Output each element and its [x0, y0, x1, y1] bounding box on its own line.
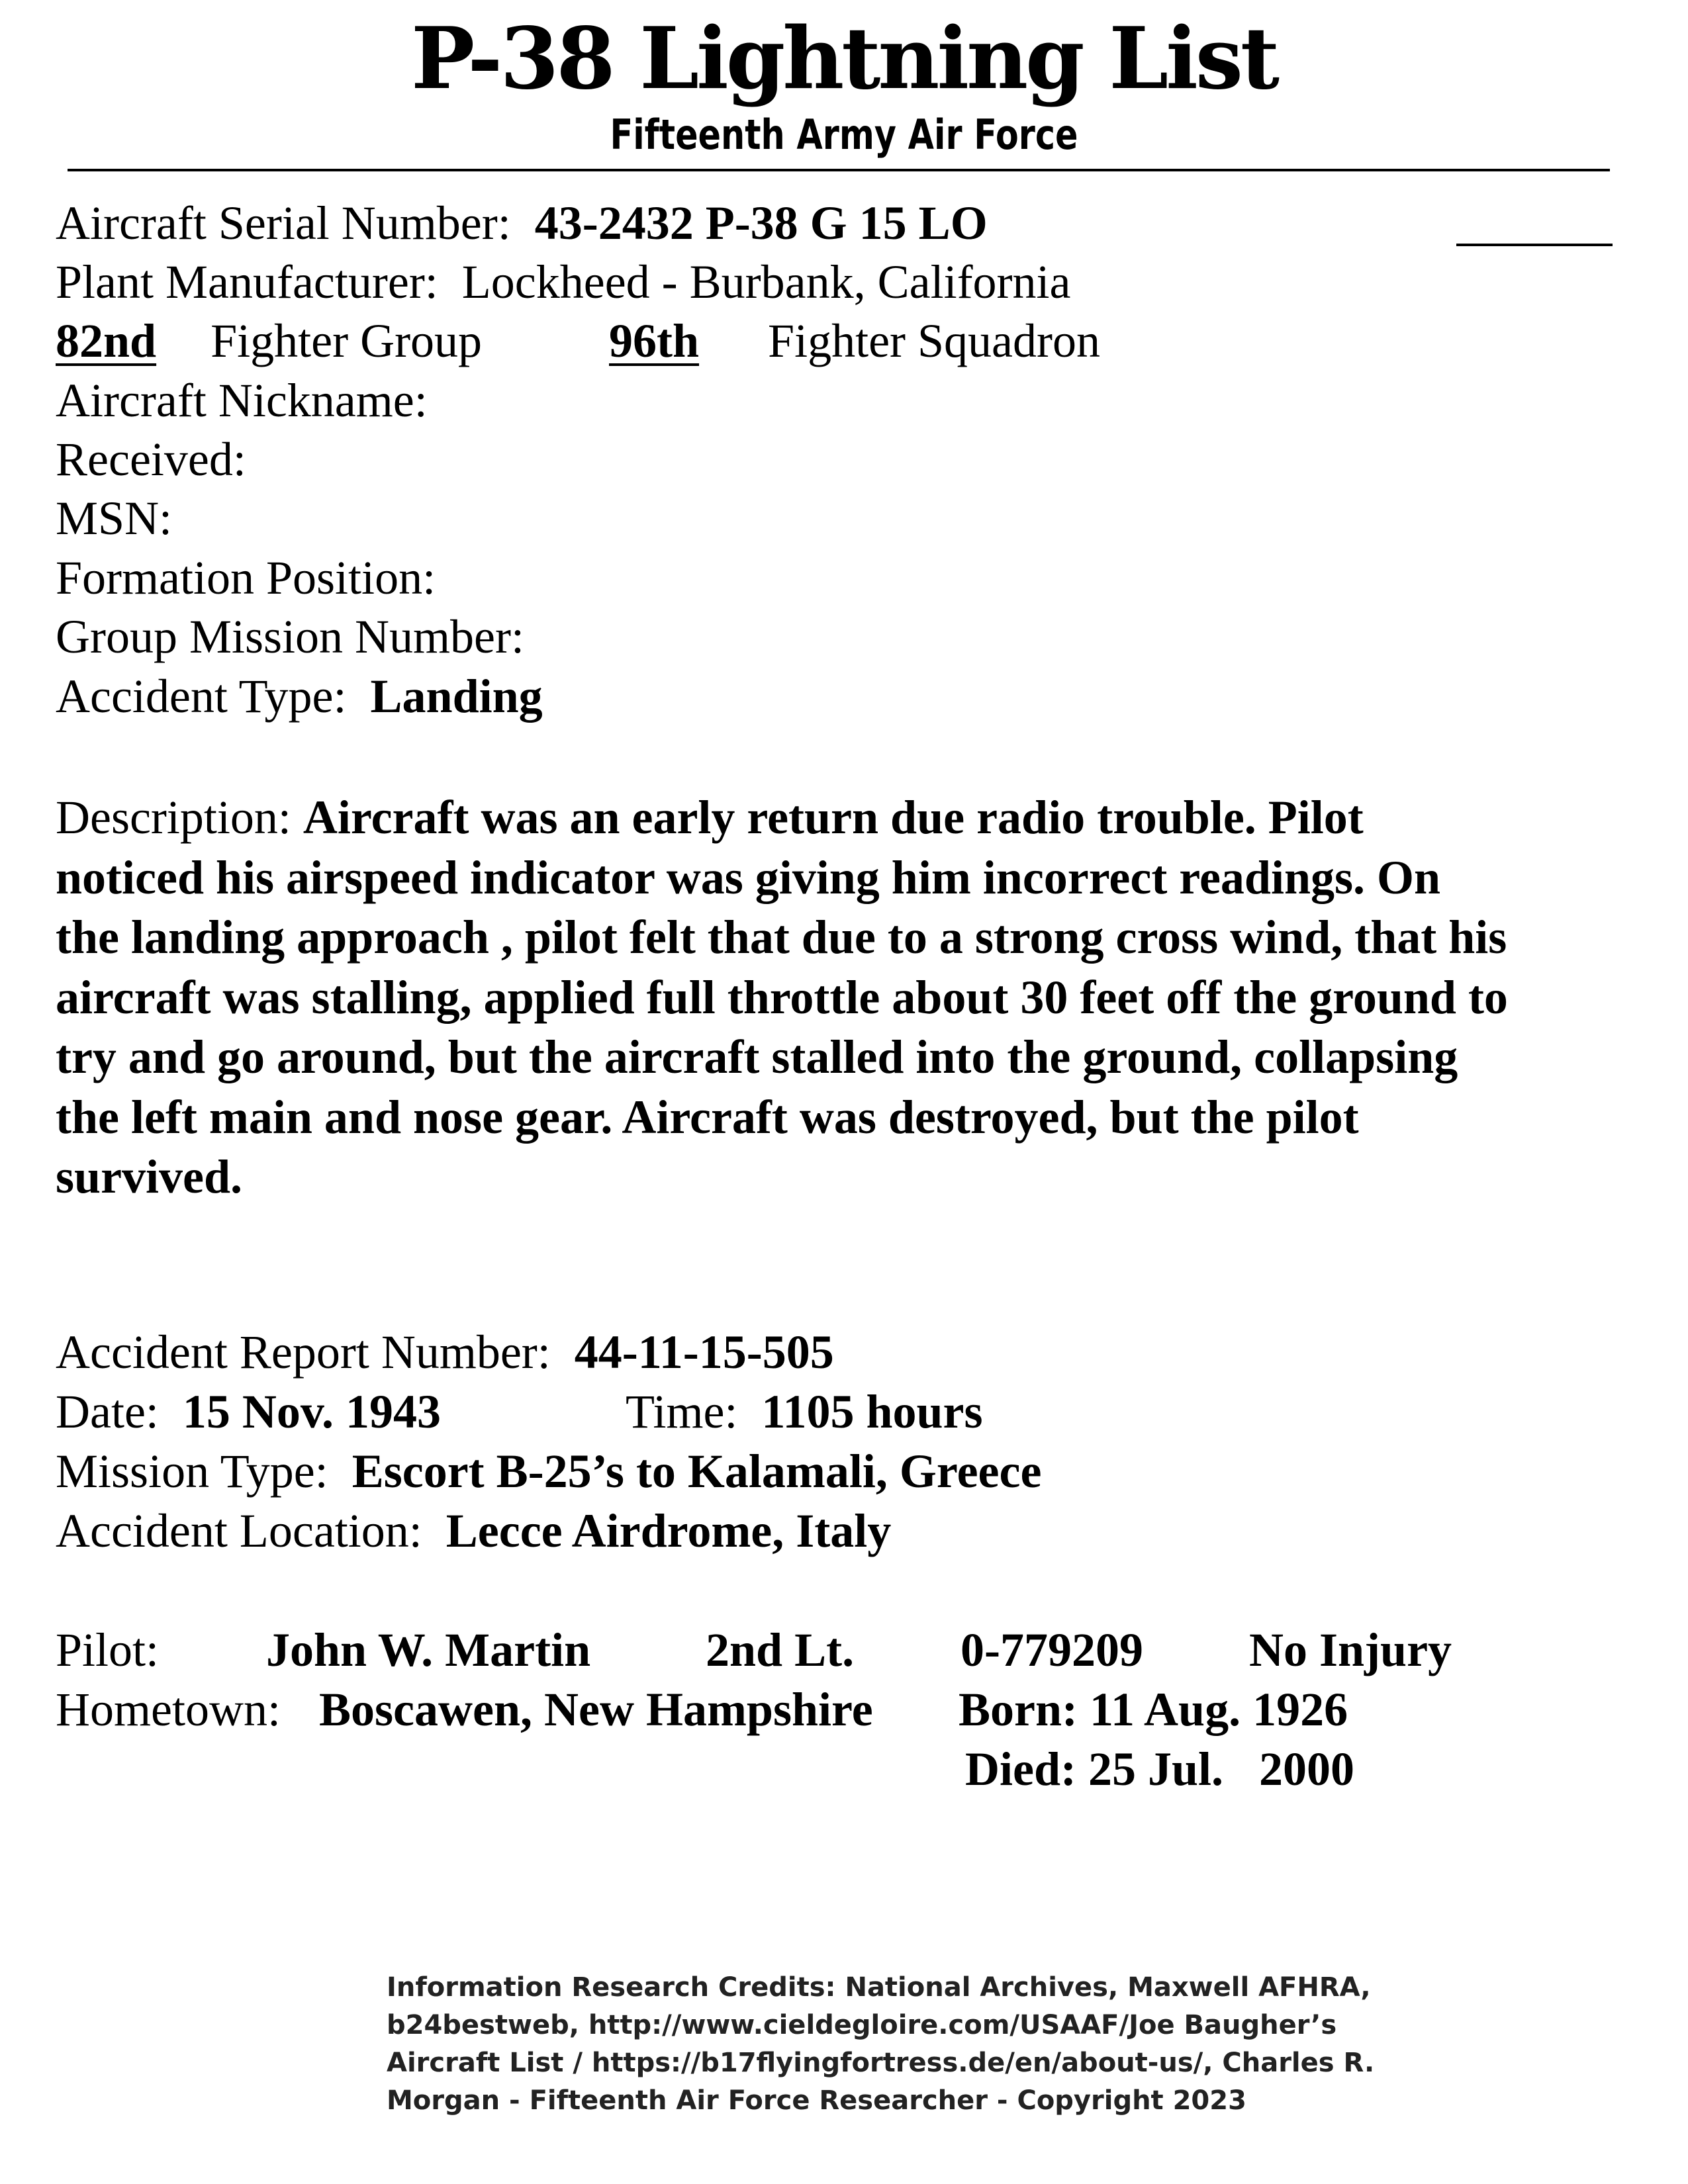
pilot-rank: 2nd Lt. [706, 1623, 855, 1676]
group-row [56, 311, 482, 371]
nickname-label: Aircraft Nickname: [56, 374, 428, 427]
pilot-label: Pilot: [56, 1623, 160, 1676]
time-value: 1105 hours [761, 1385, 983, 1438]
pilot-name: John W. Martin [266, 1623, 591, 1676]
credits-line: Aircraft List / https://b17flyingfortress.de/en/about-us/, Charles R. [387, 2048, 1375, 2078]
description-text: Aircraft was an early return due radio trouble. Pilot noticed his airspeed indicator was giving him incorrect readings. On the landing approach , pilot felt that due to a strong cross wind, that his aircraft was stalling, applied full throttle about 30 feet off the ground to try and go around, but the aircraft stalled into the ground, collapsing the left main and nose gear. Aircraft was destroyed, but the pilot survived. [56, 791, 1508, 1203]
serial-row [56, 193, 988, 253]
pilot-born: Born: 11 Aug. 1926 [959, 1683, 1348, 1736]
credits-line: b24bestweb, http://www.cieldegloire.com/USAAF/Joe Baugher’s [387, 2010, 1337, 2040]
hometown-label: Hometown: [56, 1683, 281, 1736]
accident-type-value: Landing [370, 670, 543, 723]
header-divider [68, 169, 1610, 171]
pilot-died: Died: 25 Jul. 2000 [965, 1743, 1355, 1796]
squadron-row [609, 311, 1100, 371]
time-label: Time: [626, 1385, 738, 1438]
page-title: P-38 Lightning List [411, 9, 1277, 109]
page-subtitle: Fifteenth Army Air Force [610, 111, 1078, 159]
serial-label: Aircraft Serial Number: [56, 197, 511, 250]
serial-blank-line [1456, 244, 1613, 246]
date-row [56, 1382, 441, 1441]
received-label: Received: [56, 433, 246, 486]
accident-type-label: Accident Type: [56, 670, 347, 723]
group-mission-label: Group Mission Number: [56, 610, 524, 663]
date-value: 15 Nov. 1943 [182, 1385, 441, 1438]
credits-line: Morgan - Fifteenth Air Force Researcher - Copyright 2023 [387, 2085, 1246, 2116]
report-number-label: Accident Report Number: [56, 1326, 551, 1379]
plant-label: Plant Manufacturer: [56, 255, 438, 308]
group-label: Fighter Group [211, 314, 483, 367]
pilot-status: No Injury [1249, 1623, 1452, 1676]
accident-type-row [56, 666, 543, 726]
squadron-label: Fighter Squadron [768, 314, 1100, 367]
credits-line: Information Research Credits: National Archives, Maxwell AFHRA, [387, 1972, 1371, 2003]
serial-value: 43-2432 P-38 G 15 LO [534, 197, 988, 250]
date-label: Date: [56, 1385, 159, 1438]
plant-row [56, 252, 1070, 312]
description-label: Description: [56, 791, 291, 844]
plant-value: Lockheed - Burbank, California [461, 255, 1071, 308]
formation-label: Formation Position: [56, 551, 436, 604]
mission-type-value: Escort B-25’s to Kalamali, Greece [352, 1445, 1042, 1498]
research-credits [387, 1969, 1380, 2120]
squadron-value: 96th [609, 314, 700, 367]
report-number-value: 44-11-15-505 [574, 1326, 834, 1379]
location-row [56, 1501, 891, 1561]
hometown-value: Boscawen, New Hampshire [319, 1683, 873, 1736]
description [56, 788, 1512, 1207]
msn-label: MSN: [56, 492, 173, 545]
group-value: 82nd [56, 314, 157, 367]
pilot-serial: 0-779209 [961, 1623, 1143, 1676]
time-row [626, 1382, 983, 1441]
mission-type-row [56, 1441, 1041, 1501]
report-number-row [56, 1322, 834, 1382]
mission-type-label: Mission Type: [56, 1445, 328, 1498]
location-value: Lecce Airdrome, Italy [445, 1504, 892, 1557]
location-label: Accident Location: [56, 1504, 422, 1557]
